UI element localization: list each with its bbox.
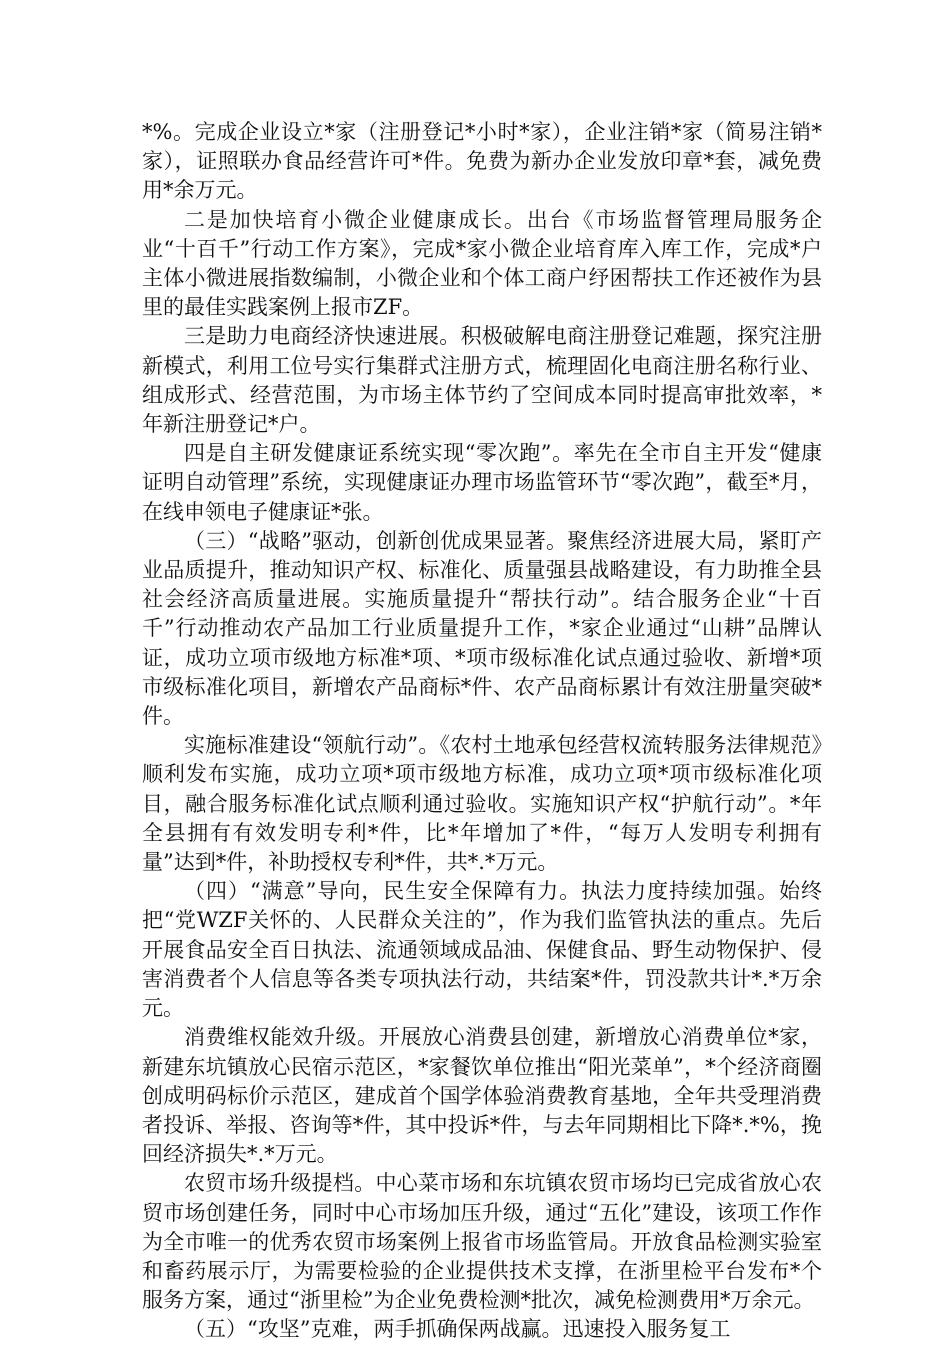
paragraph: 消费维权能效升级。开展放心消费县创建，新增放心消费单位*家，新建东坑镇放心民宿示范区，*家餐饮单位推出“阳光菜单”，*个经济商圈创成明码标价示范区，建成首个国学体验消费教育基地，全年共受理消费者投诉、举报、咨询等*件，其中投诉*件，与去年同期相比下降*.*%，挽回经济损失*.*万元。 (142, 1025, 822, 1167)
paragraph: （五）“攻坚”克难，两手抓确保两战赢。迅速投入服务复工 (184, 1317, 731, 1342)
paragraph: 农贸市场升级提档。中心菜市场和东坑镇农贸市场均已完成省放心农贸市场创建任务，同时中心市场加压升级，通过“五化”建设，该项工作作为全市唯一的优秀农贸市场案例上报省市场监管局。开放食品检测实验室和畜药展示厅，为需要检验的企业提供技术支撑，在浙里检平台发布*个服务方案，通过“浙里检”为企业免费检测*批次，减免检测费用*万余元。 (142, 1171, 822, 1313)
paragraph: 四是自主研发健康证系统实现“零次跑”。率先在全市自主开发“健康证明自动管理”系统，实现健康证办理市场监管环节“零次跑”，截至*月，在线申领电子健康证*张。 (142, 441, 822, 524)
paragraph: 三是助力电商经济快速进展。积极破解电商注册登记难题，探究注册新模式，利用工位号实行集群式注册方式，梳理固化电商注册名称行业、组成形式、经营范围，为市场主体节约了空间成本同时提高审批效率，*年新注册登记*户。 (142, 324, 822, 437)
paragraph: 二是加快培育小微企业健康成长。出台《市场监督管理局服务企业“十百千”行动工作方案》，完成*家小微企业培育库入库工作，完成*户主体小微进展指数编制，小微企业和个体工商户纾困帮扶工作还被作为县里的最佳实践案例上报市ZF。 (142, 207, 822, 320)
paragraph: （四）“满意”导向，民生安全保障有力。执法力度持续加强。始终把“党WZF关怀的、人民群众关注的”，作为我们监管执法的重点。先后开展食品安全百日执法、流通领域成品油、保健食品、野生动物保护、侵害消费者个人信息等各类专项执法行动，共结案*件，罚没款共计*.*万余元。 (142, 879, 822, 1021)
paragraph: *%。完成企业设立*家（注册登记*小时*家），企业注销*家（简易注销*家），证照联办食品经营许可*件。免费为新办企业发放印章*套，减免费用*余万元。 (142, 120, 822, 203)
paragraph: （三）“战略”驱动，创新创优成果显著。聚焦经济进展大局，紧盯产业品质提升，推动知识产权、标准化、质量强县战略建设，有力助推全县社会经济高质量进展。实施质量提升“帮扶行动”。结合服务企业“十百千”行动推动农产品加工行业质量提升工作，*家企业通过“山耕”品牌认证，成功立项市级地方标准*项、*项市级标准化试点通过验收、新增*项市级标准化项目，新增农产品商标*件、农产品商标累计有效注册量突破*件。 (142, 528, 822, 729)
document-body (142, 118, 822, 1345)
paragraph: 实施标准建设“领航行动”。《农村土地承包经营权流转服务法律规范》顺利发布实施，成功立项*项市级地方标准，成功立项*项市级标准化项目，融合服务标准化试点顺利通过验收。实施知识产权“护航行动”。*年全县拥有有效发明专利*件，比*年增加了*件，“每万人发明专利拥有量”达到*件，补助授权专利*件，共*.*万元。 (142, 733, 822, 875)
